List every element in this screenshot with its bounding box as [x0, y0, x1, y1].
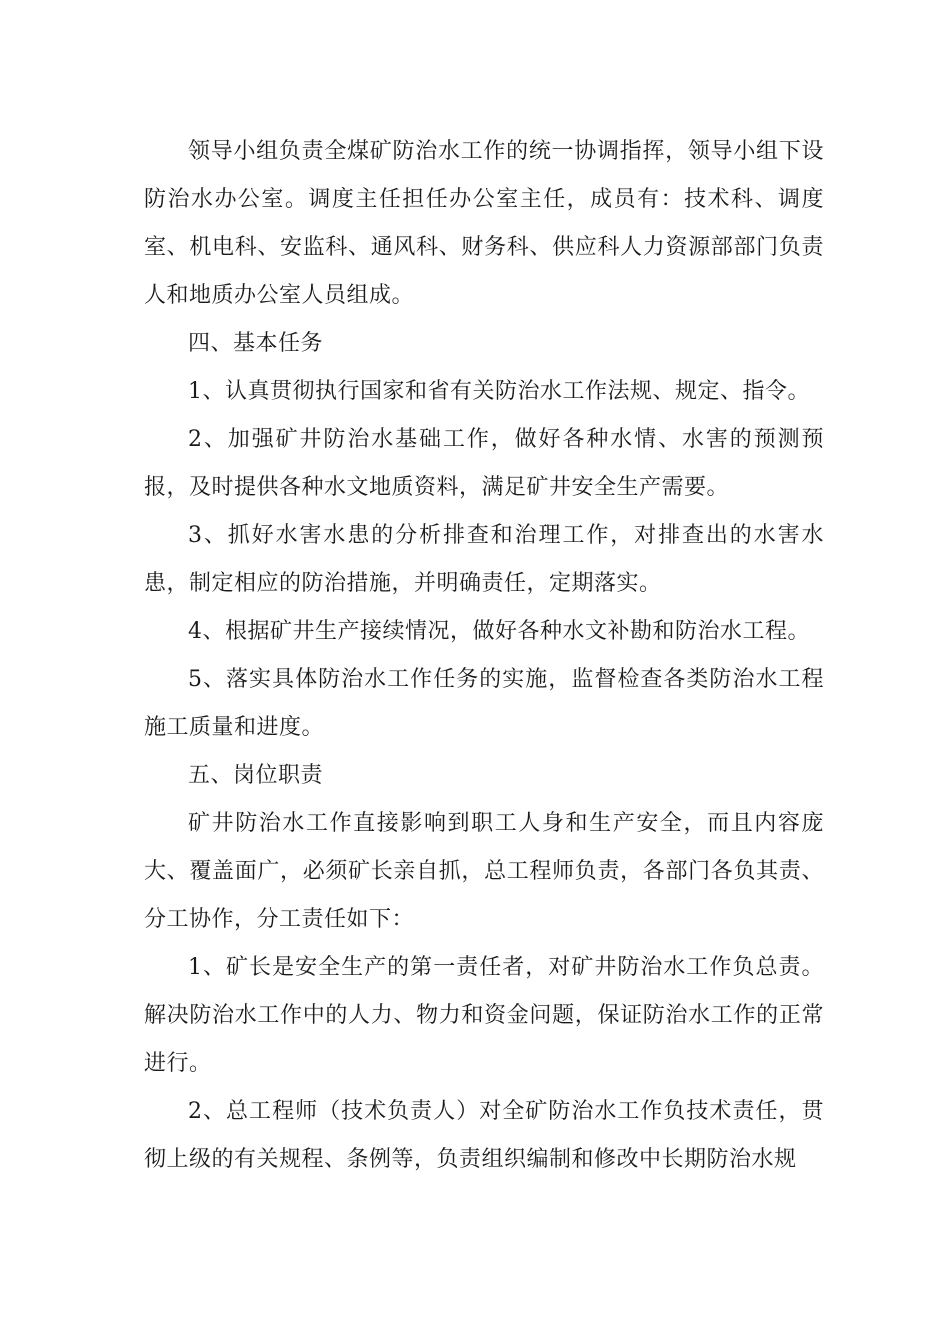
- task-item-5: 5、落实具体防治水工作任务的实施，监督检查各类防治水工程施工质量和进度。: [144, 667, 824, 740]
- task-item-2: 2、加强矿井防治水基础工作，做好各种水情、水害的预测预报，及时提供各种水文地质资料，满足矿井安全生产需要。: [144, 427, 824, 500]
- duty-item-1: 1、矿长是安全生产的第一责任者，对矿井防治水工作负总责。解决防治水工作中的人力、物力和资金问题，保证防治水工作的正常进行。: [144, 955, 824, 1076]
- heading-job-duties: 五、岗位职责: [188, 763, 324, 788]
- heading-basic-tasks: 四、基本任务: [188, 331, 324, 356]
- task-item-4: 4、根据矿井生产接续情况，做好各种水文补勘和防治水工程。: [188, 619, 810, 644]
- duty-item-2: 2、总工程师（技术负责人）对全矿防治水工作负技术责任，贯彻上级的有关规程、条例等，负责组织编制和修改中长期防治水规: [144, 1099, 824, 1172]
- paragraph-duties-intro: 矿井防治水工作直接影响到职工人身和生产安全，而且内容庞大、覆盖面广，必须矿长亲自抓，总工程师负责，各部门各负其责、分工协作，分工责任如下：: [144, 811, 824, 932]
- task-item-1: 1、认真贯彻执行国家和省有关防治水工作法规、规定、指令。: [188, 379, 810, 404]
- paragraph-leadership-group: 领导小组负责全煤矿防治水工作的统一协调指挥，领导小组下设防治水办公室。调度主任担任办公室主任，成员有：技术科、调度室、机电科、安监科、通风科、财务科、供应科人力资源部部门负责人和地质办公室人员组成。: [144, 139, 824, 308]
- task-item-3: 3、抓好水害水患的分析排查和治理工作，对排查出的水害水患，制定相应的防治措施，并明确责任，定期落实。: [144, 523, 824, 596]
- document-body: [144, 128, 824, 1184]
